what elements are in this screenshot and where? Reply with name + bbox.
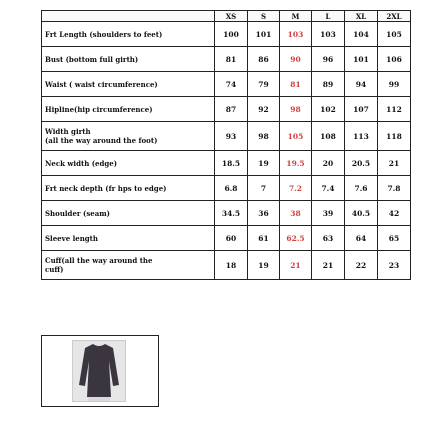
measurement-value: 39 [312, 201, 345, 226]
measurement-value: 74 [215, 72, 248, 97]
measurement-value: 38 [280, 201, 312, 226]
measurement-label-line: Bust (bottom full girth) [45, 54, 139, 64]
size-header-cell: L [312, 11, 345, 22]
measurement-row [42, 201, 411, 226]
measurement-value: 81 [215, 47, 248, 72]
measurement-value: 19.5 [280, 151, 312, 176]
measurement-value: 65 [378, 226, 411, 251]
size-chart-table [41, 10, 411, 280]
size-header-cell: 2XL [378, 11, 411, 22]
measurement-value: 94 [345, 72, 378, 97]
measurement-label-line: Neck width (edge) [45, 158, 118, 168]
measurement-value: 64 [345, 226, 378, 251]
measurement-label-line: Sleeve length [45, 233, 98, 243]
measurement-value: 61 [248, 226, 280, 251]
measurement-row [42, 97, 411, 122]
measurement-value: 103 [312, 22, 345, 47]
measurement-row [42, 122, 411, 151]
measurement-value: 7.6 [345, 176, 378, 201]
measurement-label-line: cuff) [45, 265, 64, 274]
measurement-value: 96 [312, 47, 345, 72]
measurement-label [42, 201, 215, 226]
measurement-value: 113 [345, 122, 378, 151]
measurement-value: 36 [248, 201, 280, 226]
measurement-value: 101 [345, 47, 378, 72]
measurement-value: 21 [280, 251, 312, 280]
measurement-label-line: Shoulder (seam) [45, 208, 110, 218]
measurement-value: 99 [378, 72, 411, 97]
measurement-value: 42 [378, 201, 411, 226]
size-header-row [42, 11, 411, 22]
measurement-label-line: Frt neck depth (fr hps to edge) [45, 183, 167, 193]
measurement-value: 87 [215, 97, 248, 122]
size-header-cell: XL [345, 11, 378, 22]
measurement-value: 62.5 [280, 226, 312, 251]
measurement-label [42, 226, 215, 251]
measurement-value: 86 [248, 47, 280, 72]
measurement-label [42, 72, 215, 97]
size-header-cell: XS [215, 11, 248, 22]
measurement-value: 60 [215, 226, 248, 251]
measurement-value: 23 [378, 251, 411, 280]
measurement-value: 103 [280, 22, 312, 47]
measurement-value: 7.2 [280, 176, 312, 201]
measurement-value: 89 [312, 72, 345, 97]
measurement-value: 118 [378, 122, 411, 151]
measurement-value: 6.8 [215, 176, 248, 201]
measurement-row [42, 176, 411, 201]
measurement-value: 106 [378, 47, 411, 72]
measurement-value: 22 [345, 251, 378, 280]
measurement-value: 108 [312, 122, 345, 151]
measurement-value: 101 [248, 22, 280, 47]
measurement-value: 107 [345, 97, 378, 122]
measurement-label [42, 251, 215, 280]
measurement-label-line: Hipline(hip circumference) [45, 104, 153, 114]
measurement-value: 81 [280, 72, 312, 97]
measurement-row [42, 226, 411, 251]
measurement-label-line: Cuff(all the way around the [45, 256, 153, 265]
measurement-value: 105 [378, 22, 411, 47]
measurement-value: 20 [312, 151, 345, 176]
measurement-row [42, 251, 411, 280]
size-header-cell: M [280, 11, 312, 22]
measurement-label-line: Frt Length (shoulders to feet) [45, 29, 163, 39]
measurement-row [42, 72, 411, 97]
measurement-value: 104 [345, 22, 378, 47]
measurement-label [42, 97, 215, 122]
measurement-label [42, 22, 215, 47]
measurement-value: 19 [248, 251, 280, 280]
measurement-label-line: (all the way around the foot) [45, 136, 158, 145]
measurement-value: 102 [312, 97, 345, 122]
measurement-value: 18.5 [215, 151, 248, 176]
measurement-label [42, 176, 215, 201]
measurement-value: 20.5 [345, 151, 378, 176]
measurement-label [42, 122, 215, 151]
measurement-label [42, 47, 215, 72]
measurement-label-line: Waist ( waist circumference) [45, 79, 158, 89]
measurement-label [42, 151, 215, 176]
measurement-value: 21 [378, 151, 411, 176]
dress-photo-icon [72, 340, 126, 402]
measurement-value: 79 [248, 72, 280, 97]
measurement-label-line: Width girth [45, 127, 91, 136]
dress-icon [73, 341, 125, 401]
measurement-value: 21 [312, 251, 345, 280]
measurement-value: 19 [248, 151, 280, 176]
size-chart-body [42, 11, 411, 280]
measurement-value: 63 [312, 226, 345, 251]
header-blank-cell [42, 11, 215, 22]
measurement-value: 98 [280, 97, 312, 122]
measurement-value: 92 [248, 97, 280, 122]
measurement-value: 98 [248, 122, 280, 151]
measurement-row [42, 151, 411, 176]
measurement-row [42, 47, 411, 72]
measurement-value: 93 [215, 122, 248, 151]
measurement-row [42, 22, 411, 47]
size-header-cell: S [248, 11, 280, 22]
measurement-value: 105 [280, 122, 312, 151]
measurement-value: 90 [280, 47, 312, 72]
measurement-value: 34.5 [215, 201, 248, 226]
product-photo-frame [41, 335, 159, 407]
measurement-value: 7 [248, 176, 280, 201]
measurement-value: 40.5 [345, 201, 378, 226]
measurement-value: 7.4 [312, 176, 345, 201]
measurement-value: 7.8 [378, 176, 411, 201]
measurement-value: 100 [215, 22, 248, 47]
measurement-value: 18 [215, 251, 248, 280]
measurement-value: 112 [378, 97, 411, 122]
